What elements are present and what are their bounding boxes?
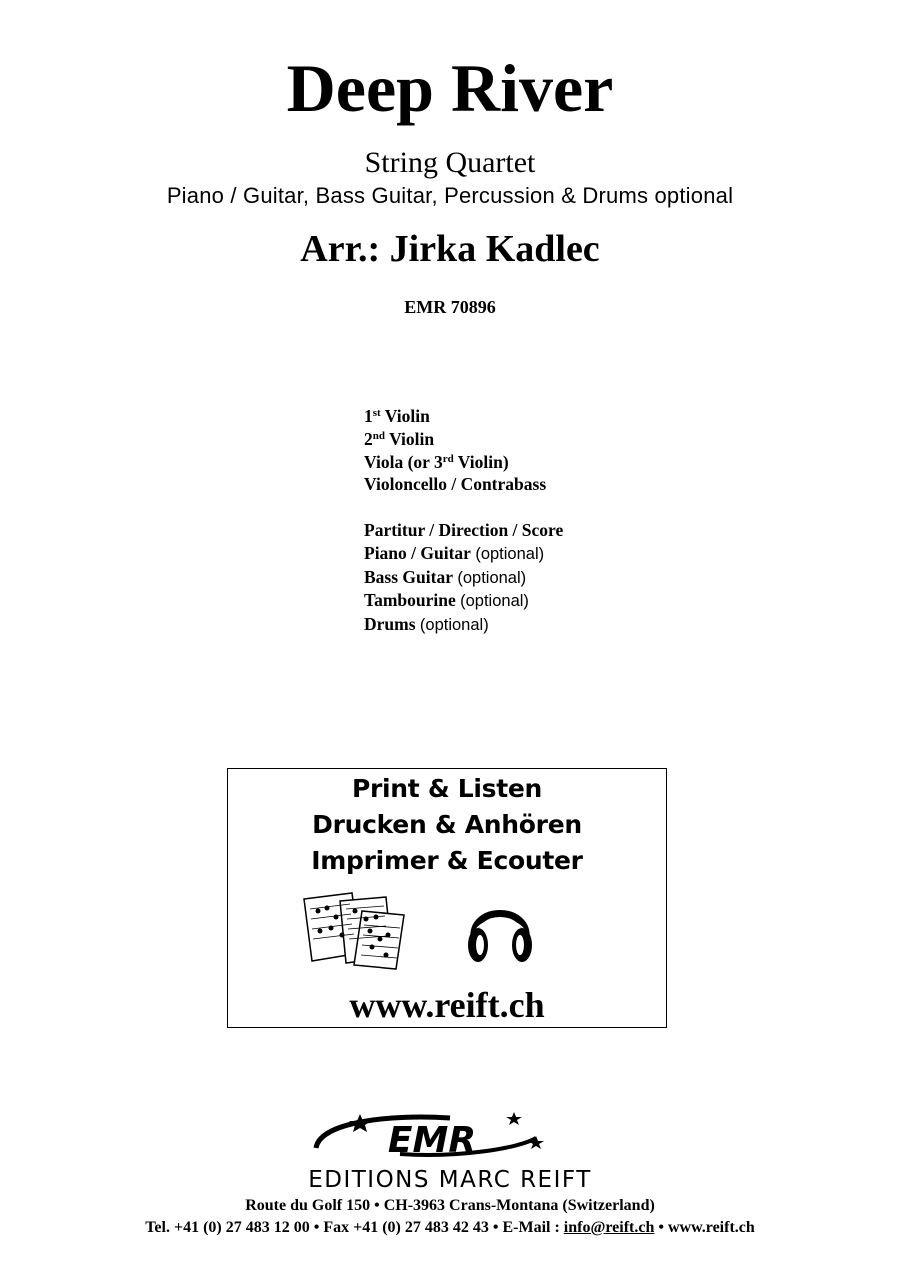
headphones-icon — [464, 893, 536, 969]
promo-line: Drucken & Anhören — [312, 810, 582, 839]
part-item: Tambourine (optional) — [364, 590, 529, 611]
other-parts-list — [364, 519, 724, 637]
part-item: Partitur / Direction / Score — [364, 520, 564, 540]
website-link[interactable]: www.reift.ch — [349, 985, 545, 1025]
instrumentation: Piano / Guitar, Bass Guitar, Percussion & Drums optional — [166, 183, 734, 208]
catalog-number: EMR 70896 — [404, 297, 496, 317]
part-item: Viola (or 3rd Violin) — [364, 451, 509, 472]
svg-text:EMR: EMR — [387, 1120, 477, 1161]
part-item: Piano / Guitar (optional) — [364, 542, 545, 563]
part-item: 2nd Violin — [364, 428, 435, 449]
emr-logo — [310, 1108, 550, 1168]
publisher-contact: Tel. +41 (0) 27 483 12 00 • Fax +41 (0) 27 483 42 43 • E-Mail : info@reift.ch • www.reift.ch — [145, 1219, 755, 1236]
page-title: Deep River — [286, 50, 614, 126]
publisher-address: Route du Golf 150 • CH-3963 Crans-Montana (Switzerland) — [245, 1197, 655, 1214]
subtitle: String Quartet — [364, 146, 536, 179]
publisher-name: EDITIONS MARC REIFT — [308, 1167, 592, 1193]
promo-line: Imprimer & Ecouter — [311, 846, 583, 875]
sheet-music-icon — [300, 889, 412, 971]
print-listen-box — [227, 768, 667, 1028]
promo-line: Print & Listen — [351, 774, 543, 803]
email-link[interactable]: info@reift.ch — [563, 1219, 655, 1236]
arranger: Arr.: Jirka Kadlec — [300, 228, 600, 270]
part-item: Bass Guitar (optional) — [364, 566, 527, 587]
part-item: Drums (optional) — [364, 614, 489, 635]
string-parts-list — [364, 405, 724, 496]
part-item: Violoncello / Contrabass — [364, 474, 547, 495]
part-item: 1st Violin — [364, 406, 430, 426]
